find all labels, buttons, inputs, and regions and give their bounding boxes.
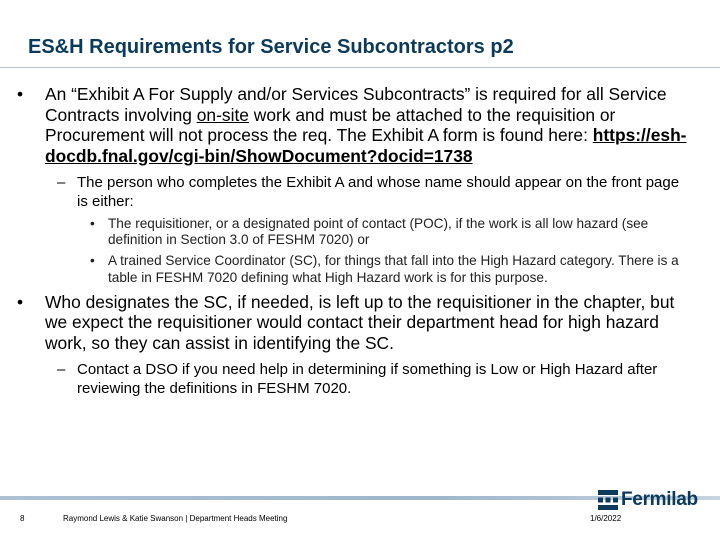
bullet-sc-designation — [0, 292, 720, 354]
footer-presenter: Raymond Lewis & Katie Swanson | Department Heads Meeting — [63, 514, 288, 523]
sub-sub-bullet-requisitioner-text: The requisitioner, or a designated point of contact (POC), if the work is all low hazard (see definition in Section 3.0 of FESHM 7020) or — [108, 216, 649, 248]
sub-bullet-exhibit-signer-text: The person who completes the Exhibit A and whose name should appear on the front page is either: — [77, 174, 680, 210]
bullet-marker: • — [90, 216, 95, 231]
dash-marker: – — [57, 361, 66, 379]
bullet-marker: • — [90, 253, 95, 269]
fermilab-logo-text: Fermilab — [621, 489, 698, 510]
title-divider — [0, 67, 720, 68]
dash-marker: – — [57, 174, 66, 191]
sub-bullet-contact-dso-text: Contact a DSO if you need help in determining if something is Low or High Hazard after reviewing the definitions in FESHM 7020. — [77, 361, 658, 398]
page-number: 8 — [20, 514, 25, 523]
sub-sub-bullet-requisitioner — [0, 216, 720, 248]
sub-sub-bullet-service-coordinator-text: A trained Service Coordinator (SC), for things that fall into the High Hazard category. There is a table in FESHM 7020 defining what High Hazard work is for this purpose. — [108, 253, 679, 285]
slide-content — [0, 84, 720, 398]
sub-bullet-contact-dso — [0, 360, 720, 398]
exhibit-a-link[interactable]: https://esh-docdb.fnal.gov/cgi-bin/ShowDocument?docid=1738 — [45, 125, 687, 166]
sub-sub-bullet-service-coordinator — [0, 253, 720, 285]
bullet-marker: • — [17, 291, 24, 312]
slide-title: ES&H Requirements for Service Subcontractors p2 — [28, 36, 514, 58]
bullet-marker: • — [17, 84, 24, 104]
fermilab-logo-icon — [598, 490, 618, 510]
bullet-sc-designation-text: Who designates the SC, if needed, is left up to the requisitioner in the chapter, but we expect the requisitioner would contact their department head for high hazard work, so they can assist in identifying the SC. — [45, 291, 675, 353]
onsite-underlined: on-site — [196, 104, 249, 125]
footer-date: 1/6/2022 — [590, 514, 622, 523]
bullet-exhibit-a — [0, 84, 720, 166]
fermilab-logo — [598, 489, 698, 511]
sub-bullet-exhibit-signer — [0, 173, 720, 211]
bullet-exhibit-a-text-a: An “Exhibit A For Supply and/or Services Subcontracts” is required for all Service Contracts involving — [45, 84, 667, 125]
bullet-exhibit-a-text-b: work and must be attached to the requisition or Procurement will not process the req. The Exhibit A form is found here: — [45, 104, 616, 145]
